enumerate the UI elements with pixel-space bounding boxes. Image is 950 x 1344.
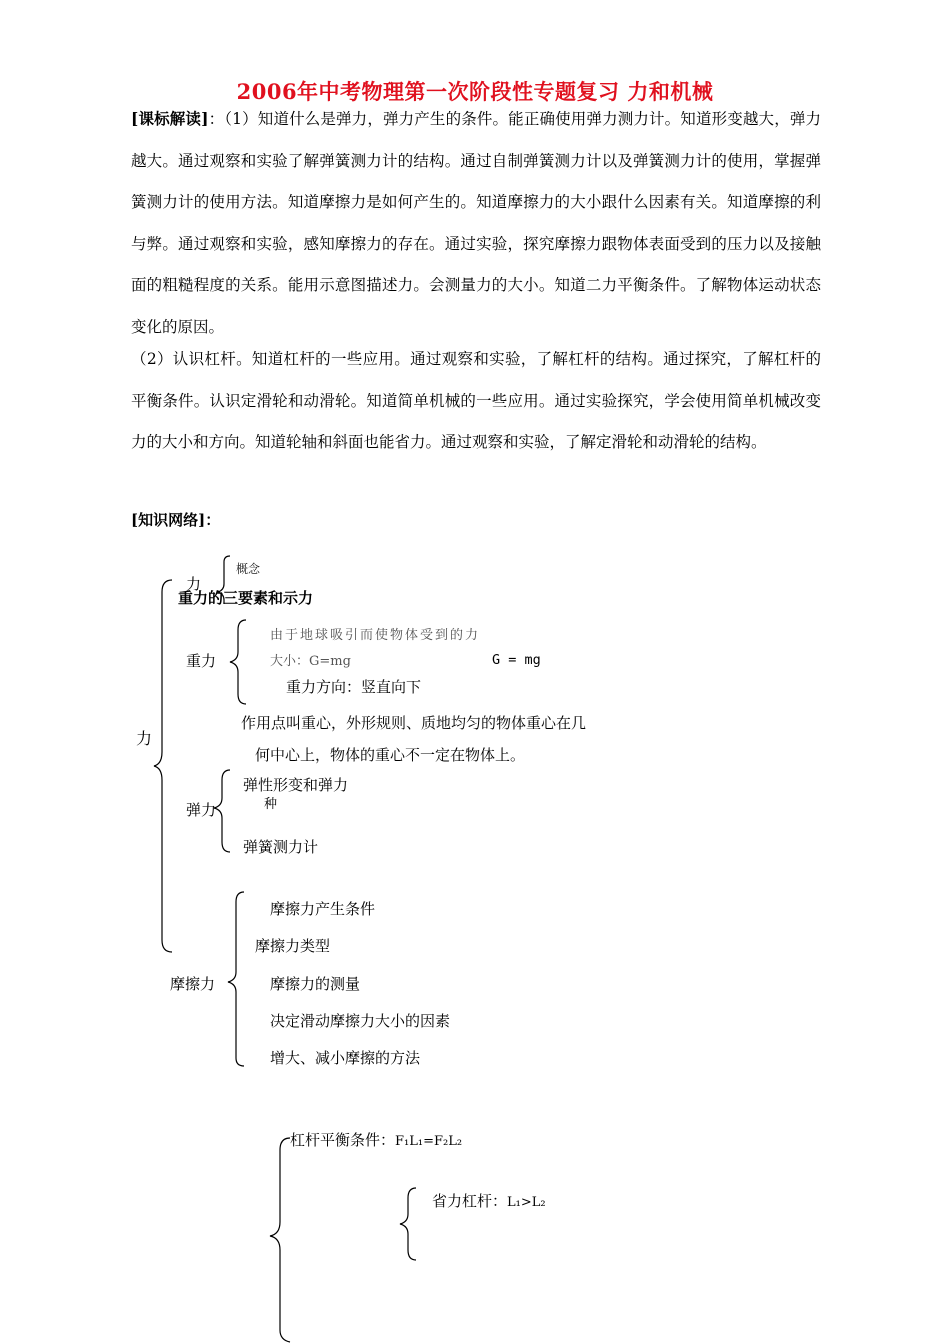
- branch-force-label: 力: [186, 575, 202, 593]
- root-force-label: 力: [136, 729, 153, 748]
- friction-brace: [228, 892, 244, 1066]
- gravity-label: 重力: [186, 652, 217, 670]
- network-heading: [知识网络]：: [131, 511, 221, 529]
- force-concept-fragment: 概念: [236, 562, 261, 576]
- kebiao-heading: [课标解读]: [131, 109, 209, 128]
- friction-types: 摩擦力类型: [255, 937, 331, 955]
- saving-brace: [400, 1188, 416, 1260]
- gravity-center-line2: 何中心上，物体的重心不一定在物体上。: [255, 746, 526, 764]
- friction-label: 摩擦力: [170, 975, 216, 993]
- friction-condition: 摩擦力产生条件: [270, 900, 376, 918]
- friction-methods: 增大、减小摩擦的方法: [270, 1049, 421, 1067]
- elastic-kind: 种: [264, 797, 278, 812]
- gravity-definition: 由于地球吸引而使物体受到的力: [270, 628, 481, 643]
- elastic-deformation: 弹性形变和弹力: [243, 776, 349, 794]
- gravity-magnitude: 大小：G=mg: [270, 654, 351, 669]
- saving-lever: 省力杠杆：L₁>L₂: [432, 1192, 546, 1210]
- lever-balance: 杠杆平衡条件：F₁L₁=F₂L₂: [290, 1131, 463, 1149]
- kebiao-part1: （1）知道什么是弹力，弹力产生的条件。能正确使用弹力测力计。知道形变越大，弹力越大。通过观察和实验了解弹簧测力计的结构。通过自制弹簧测力计以及弹簧测力计的使用，掌握弹簧测力计的使用方法。知道摩擦力是如何产生的。知道摩擦力的大小跟什么因素有关。知道摩擦的利与弊。通过观察和实验，感知摩擦力的存在。通过实验，探究摩擦力跟物体表面受到的压力以及接触面的粗糙程度的关系。能用示意图描述力。会测量力的大小。知道二力平衡条件。了解物体运动状态变化的原因。: [131, 110, 821, 336]
- gravity-center-line1: 作用点叫重心，外形规则、质地均匀的物体重心在几: [241, 714, 587, 732]
- lever-brace: [270, 1138, 290, 1342]
- elastic-brace: [214, 770, 230, 852]
- friction-measure: 摩擦力的测量: [270, 975, 361, 993]
- gravity-brace: [230, 620, 246, 704]
- spring-dynamometer: 弹簧测力计: [243, 838, 319, 856]
- friction-factors: 决定滑动摩擦力大小的因素: [270, 1012, 451, 1030]
- saving-lever-formula: L₁>L₂: [507, 1195, 546, 1210]
- elastic-label: 弹力: [186, 801, 217, 819]
- force-three-elements: 重力的三要素和示力: [178, 589, 314, 607]
- kebiao-paragraph-1: [课标解读]：（1）知道什么是弹力，弹力产生的条件。能正确使用弹力测力计。知道形变越大，弹力越大。通过观察和实验了解弹簧测力计的结构。通过自制弹簧测力计以及弹簧测力计的使用，掌握弹簧测力计的使用方法。知道摩擦力是如何产生的。知道摩擦力的大小跟什么因素有关。知道摩擦的利与弊。通过观察和实验，感知摩擦力的存在。通过实验，探究摩擦力跟物体表面受到的压力以及接触面的粗糙程度的关系。能用示意图描述力。会测量力的大小。知道二力平衡条件。了解物体运动状态变化的原因。: [131, 109, 821, 336]
- page-title: 2006年中考物理第一次阶段性专题复习 力和机械: [236, 79, 714, 104]
- lever-balance-formula: F₁L₁=F₂L₂: [395, 1134, 463, 1149]
- gravity-direction: 重力方向：竖直向下: [286, 678, 422, 696]
- root-brace: [154, 580, 172, 952]
- kebiao-part2: （2）认识杠杆。知道杠杆的一些应用。通过观察和实验，了解杠杆的结构。通过探究，了解杠杆的平衡条件。认识定滑轮和动滑轮。知道简单机械的一些应用。通过实验探究，学会使用简单机械改变力的大小和方向。知道轮轴和斜面也能省力。通过观察和实验，了解定滑轮和动滑轮的结构。: [131, 350, 821, 451]
- gravity-formula: G = mg: [492, 652, 541, 668]
